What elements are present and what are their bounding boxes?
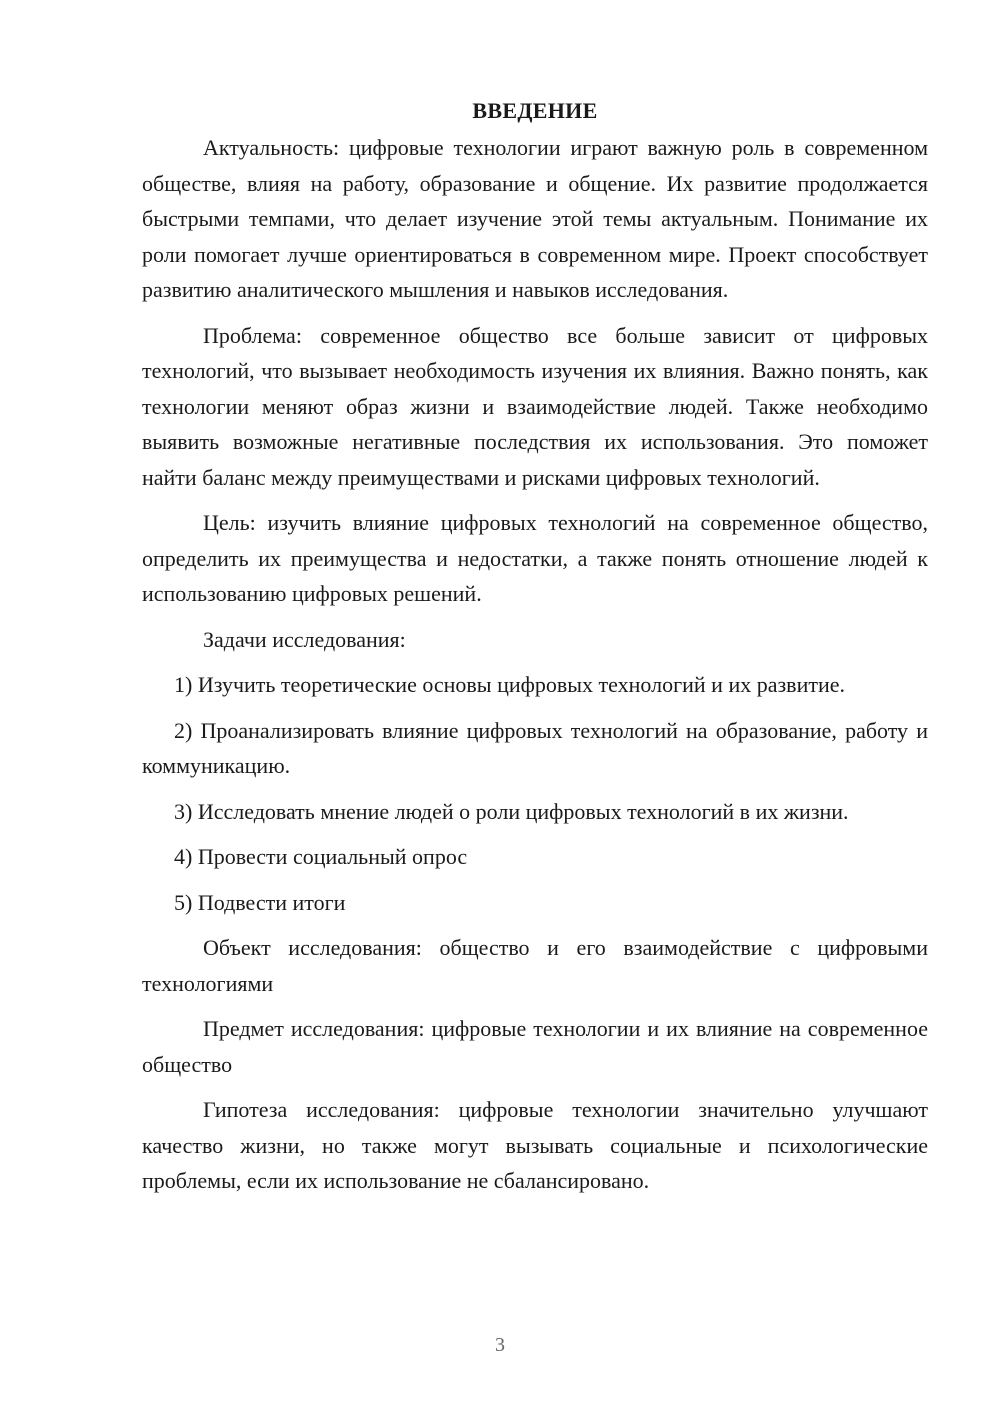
paragraph-problem: Проблема: современное общество все больше зависит от цифровых технологий, что вызывает необходимость изучения их влияния. Важно понять, как технологии меняют образ жизни и взаимодействие людей. Также необходимо выявить возможные негативные последствия их использования. Это поможет найти баланс между преимуществами и рисками цифровых технологий. [142, 322, 928, 490]
task-item: 4) Провести социальный опрос [174, 844, 468, 869]
paragraph-object: Объект исследования: общество и его взаимодействие с цифровыми технологиями [142, 935, 928, 996]
task-item: 5) Подвести итоги [174, 889, 346, 915]
paragraph-subject: Предмет исследования: цифровые технологии и их влияние на современное общество [142, 1016, 928, 1077]
task-item: 1) Изучить теоретические основы цифровых технологий и их развитие. [174, 672, 845, 697]
page-number: 3 [495, 1334, 505, 1356]
task-item: 2) Проанализировать влияние цифровых технологий на образование, работу и коммуникацию. [142, 717, 928, 778]
document-page [142, 96, 928, 1199]
page-title: ВВЕДЕНИЕ [472, 98, 598, 123]
paragraph-relevance: Актуальность: цифровые технологии играют важную роль в современном обществе, влияя на работу, образование и общение. Их развитие продолжается быстрыми темпами, что делает изучение этой темы актуальным. Понимание их роли помогает лучше ориентироваться в современном мире. Проект способствует развитию аналитического мышления и навыков исследования. [142, 135, 928, 302]
paragraph-goal: Цель: изучить влияние цифровых технологий на современное общество, определить их преимущества и недостатки, а также понять отношение людей к использованию цифровых решений. [142, 510, 928, 606]
task-item: 3) Исследовать мнение людей о роли цифровых технологий в их жизни. [174, 798, 849, 824]
paragraph-hypothesis: Гипотеза исследования: цифровые технологии значительно улучшают качество жизни, но также могут вызывать социальные и психологические проблемы, если их использование не сбалансировано. [142, 1097, 928, 1193]
tasks-heading: Задачи исследования: [203, 626, 406, 652]
